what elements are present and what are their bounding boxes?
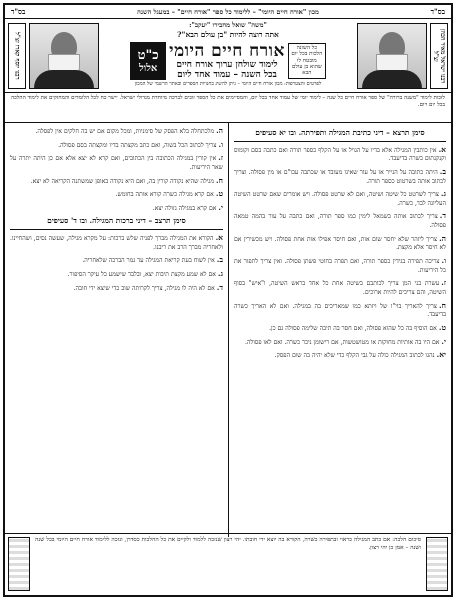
paragraph (234, 350, 446, 361)
right-column (228, 123, 451, 537)
paragraph-text: אם קרא מגילה כשרה קורא אותה בחומש. (115, 191, 214, 199)
paragraph (10, 203, 223, 214)
paragraph-text: אם קרא במגילה גזולה יצא. (152, 204, 217, 212)
paragraph-text: הקורא את המגילה מברך לפניה שלש ברכות: על מקרא מגילה, שעשה נסים, ושהחיינו. ולאחריה מברך הרב את ריבנו. (10, 235, 223, 251)
paragraph (10, 126, 223, 137)
paragraph-number: ב. (216, 255, 223, 265)
paragraph-number: ט. (438, 322, 446, 332)
paragraph (234, 189, 446, 208)
paragraph-number: ז. (441, 278, 446, 288)
paragraph (10, 255, 223, 266)
paragraph-number: י. (441, 336, 446, 346)
paragraph-text: צריך לשרטט כל שיטה ושיטה, ואם לא שרטט פסולה. ויש אומרים שאם שרטט השיטה העליונה לבד, כשרה. (234, 191, 446, 207)
paragraph-number: יא. (436, 350, 446, 360)
paragraph-text: עשרת בני המן צריך לכותבם בשיטה אחת כל אחד בראש השיטה, ו"איש" בסוף השיטה, והם צריכים להיות ארוכים. (234, 280, 446, 296)
date-month: אלול (138, 63, 158, 75)
top-right-mark: בס"ד (430, 7, 445, 16)
paragraph (234, 211, 446, 230)
paragraph (234, 234, 446, 253)
paragraph-text: היתה כתובה על הנייר או על עור שאינו מעובד או שכתבה עכו"ם או מין פסולה. וצריך לכתוב אותה בשרטוט כספר תורה. (234, 168, 446, 185)
paragraph-number: ד. (439, 211, 446, 221)
subtitle-2: בכל השנה – עמוד אחד ליום (177, 69, 277, 80)
paragraph (234, 145, 446, 164)
paragraph-number: ו. (218, 139, 223, 149)
paragraph-text: אין לשוח בעת קריאת המגילה עד גמר הברכה שלאחריה. (82, 257, 215, 265)
paragraph (10, 153, 223, 172)
paragraph-text: אין כותבין המגילה אלא בדיו על הגויל או על הקלף כספר תורה ואם כתבה בסם וקומוס וקנקנתום כשרה בדיעבד. (234, 146, 446, 163)
info-line: לפרטים והצטרפות: מכון אורח חיים היומי – ניתן להשיג בחנויות הספרים ובאתר הרשמי של המכון (134, 80, 322, 87)
paragraph-number: ז. (218, 153, 223, 163)
paragraph-text: נהגו לכתוב המגילה כולה על גבי הקלף כדי שלא יהיה בה שום הפסק. (274, 352, 435, 360)
scroll-ornament-right-icon (426, 537, 448, 591)
paragraph-text: אם הוסיף בה כל שהוא פסולה, ואם חסר בה תיבה שלימה פסולה גם כן. (269, 324, 437, 332)
paragraph (234, 301, 446, 320)
masthead (5, 19, 451, 93)
paragraph (10, 283, 223, 294)
paragraph-number: ח. (215, 175, 223, 185)
paragraph-number: ה. (216, 126, 223, 135)
masthead-center (105, 21, 351, 88)
section-heading-left: סימן תרצב – דיני ברכות המגילה. ובו ד' סעיפים (10, 216, 223, 230)
page-frame (3, 3, 453, 597)
paragraph (234, 167, 446, 186)
section-heading-right: סימן תרצא – דיני כתיבת המגילה ותפירתה. ובו יא סעיפים (234, 128, 446, 142)
top-strip (5, 5, 451, 19)
top-left-mark: בס"ד (11, 7, 26, 16)
left-column (5, 123, 228, 537)
scroll-ornament-left-icon (8, 537, 30, 591)
paragraph-number: ג. (440, 189, 446, 199)
side-caption-right: רבנו ישראל מאיר הכהן זצ"ל (430, 23, 448, 89)
paragraph-text: צריך להאריך בוי"ו של ויזתא כמו שמאריכים בה במגילה. ואם לא האריך כשרה בדיעבד. (234, 302, 446, 319)
paragraph (10, 140, 223, 151)
paragraph-number: ג. (217, 269, 223, 279)
paragraph-text: צריך לכתוב אותה בשמאל לימין כמו ספר תורה, ואם כתבה על עור בהמה טמאה פסולה. (234, 213, 446, 230)
portrait-right (357, 23, 427, 89)
paragraph-number: ה. (439, 233, 446, 243)
paragraph-text: צריך לכתוב הכל בשוה, ואם כתב מקצתה בדיו ומקצתה בסם פסולה. (58, 141, 217, 149)
paragraph-number: ט. (215, 189, 223, 199)
paragraph-text: מגילה שהיא נקודה קורין בה, ואם היא נקודה באופן שמשתנה הקריאה לא יצא. (30, 177, 214, 185)
paragraph-number: א. (215, 233, 223, 243)
paragraph (234, 323, 446, 334)
paragraph-text: אם לא היה לו מגילה, צריך לקרותה שוב כדי שיצא ידי חובה. (73, 284, 215, 292)
paragraph (234, 337, 446, 348)
dedication-banner: לזכות לימוד "משנה ברורה" של ספר אורח חיים כל שנה – לימוד יומי של עמוד אחד בכל יום, והמסיימים את כל הספר זוכים לברכה מיוחדת מגדולי ישראל. יישר כח לכל הלומדים והמחזקים את לימוד ההלכה בכל יום ויום. (5, 93, 451, 123)
paragraph (10, 189, 223, 200)
paragraph-text: צריכה תפירה בגידין כספר תורה, ואם תפרה בחוטי פשתן פסולה. ואין צריך לתפור את כל היריעות. (234, 258, 446, 274)
slogan: אתה רוצה להיות "בן עולם הבא"? (177, 30, 279, 39)
top-title: מכון "אורח חיים היומי" – ללימוד כל ספר "אורח חיים" – במעגל השנה (137, 7, 319, 16)
paragraph (10, 269, 223, 280)
footer-text: סיכום הלכה: אם כתב המגילה כראוי ובתפירה כשרה, הקורא בה יוצא ידי חובתו. יהי רצון שנזכה ללמוד ולקיים את כל ההלכות כסדרן, ונזכה ללימוד אורח חיים היומי בכל שנה ושנה – אמן כן יהי רצון. (35, 537, 421, 551)
paragraph-number: י. (218, 202, 223, 212)
portrait-left (29, 23, 99, 89)
subtitle-1: לימוד שולחן ערוך אורח חיים (176, 60, 278, 70)
motto: "משה" שואל מחבירו "יעקב": (189, 21, 267, 29)
paragraph-number: א. (438, 144, 446, 154)
date-badge (130, 42, 166, 80)
page-title: אורח חיים היומי (169, 41, 285, 61)
paragraph-number: ח. (438, 300, 446, 310)
paragraph-text: אין קורין במגילה הכתובה בין הכתובים, ואם קרא לא יצא אלא אם כן היתה יתרה על שאר היריעות. (10, 155, 223, 171)
side-caption-left: רבנו יוסף קארו זצ"ל (8, 23, 26, 89)
paragraph (10, 233, 223, 252)
paragraph (234, 278, 446, 297)
paragraph (10, 176, 223, 187)
body-columns (5, 123, 451, 537)
promise-box-right: כל השונה הלכות בכל יום מובטח לו שהוא בן עולם הבא (288, 43, 326, 79)
paragraph-number: ד. (216, 282, 223, 292)
paragraph-text: אם לא שמע מקצת תיבות יצא, ובלבד שישמע כל עיקר הסיפור. (67, 271, 216, 279)
footer (5, 533, 451, 595)
paragraph-number: ב. (439, 166, 446, 176)
paragraph-text: צריך ליזהר שלא יחסר שום אות, ואם חיסר אפילו אות אחת פסולה. ויש מכשירין אם לא חיסר אלא מקצת. (234, 235, 446, 252)
date-day: כ"ט (137, 48, 159, 64)
paragraph-text: מלכתחלה בלא הפסק של סימניות, ומכל מקום אם יש בה חלקים אין לפסלה. (35, 128, 215, 135)
paragraph-text: אם היו בה אותיות מחוקות או מטושטשות, אם רישומן ניכר כשרה. ואם לאו פסולה. (245, 338, 440, 346)
paragraph-number: ו. (441, 256, 446, 266)
paragraph (234, 256, 446, 275)
